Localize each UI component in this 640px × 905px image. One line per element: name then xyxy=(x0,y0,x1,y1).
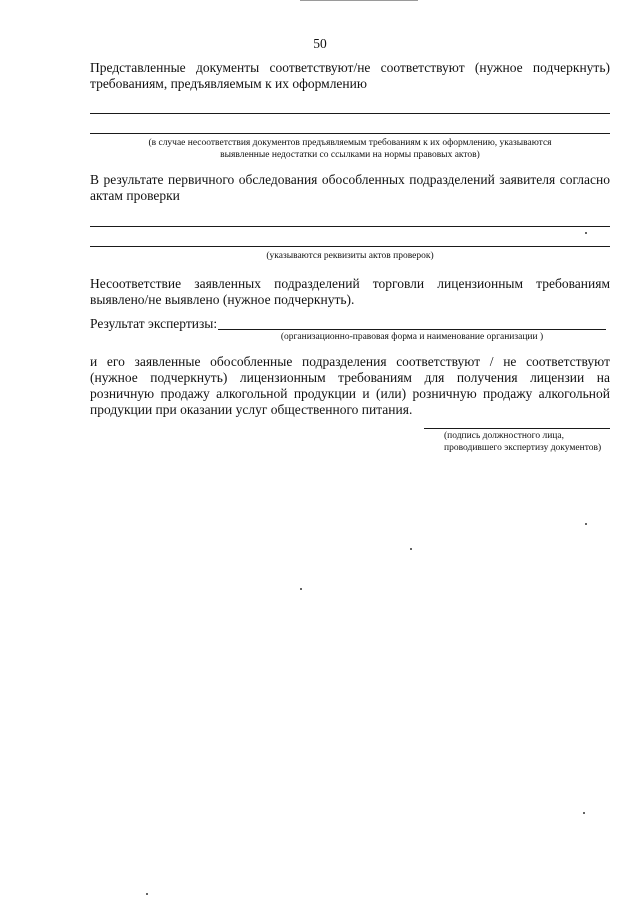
page-number: 50 xyxy=(313,36,327,51)
inspection-acts-line-2 xyxy=(90,246,610,247)
signature-note-1: (подпись должностного лица, xyxy=(444,431,564,441)
inspection-text: В результате первичного обследования обособленных подразделений заявителя согласно актам проверки xyxy=(90,172,610,203)
documents-deficiencies-note-1: (в случае несоответствия документов предъявляемым требованиям к их оформлению, указываются xyxy=(148,138,552,148)
documents-compliance-text: Представленные документы соответствуют/не соответствуют (нужное подчеркнуть) требованиям, предъявляемым к их оформлению xyxy=(90,60,610,91)
scan-speck xyxy=(585,523,587,525)
expertise-result-label: Результат экспертизы: xyxy=(90,316,218,331)
signature-note-2: проводившего экспертизу документов) xyxy=(444,443,602,453)
scan-speck xyxy=(585,232,587,234)
scan-speck xyxy=(583,812,585,814)
documents-deficiencies-line-1 xyxy=(90,113,610,114)
scan-speck xyxy=(410,548,412,550)
scan-edge-line xyxy=(300,0,418,1)
inspection-acts-note: (указываются реквизиты актов проверок) xyxy=(266,251,434,261)
organization-name-note: (организационно-правовая форма и наименование организации ) xyxy=(280,332,544,342)
organization-name-line xyxy=(218,329,606,330)
documents-deficiencies-note-2: выявленные недостатки со ссылками на нормы правовых актов) xyxy=(220,150,480,160)
scan-speck xyxy=(146,893,148,895)
documents-deficiencies-line-2 xyxy=(90,133,610,134)
expertise-result-text: и его заявленные обособленные подразделения соответствуют / не соответствуют (нужное подчеркнуть) лицензионным требованиям для получения лицензии на розничную продажу алкогольной продукции и (или) розничную продажу алкогольной продукции при оказании услуг общественного питания. xyxy=(90,354,610,417)
inspection-acts-line-1 xyxy=(90,226,610,227)
scan-speck xyxy=(300,588,302,590)
signature-line xyxy=(424,428,610,429)
noncompliance-text: Несоответствие заявленных подразделений торговли лицензионным требованиям выявлено/не выявлено (нужное подчеркнуть). xyxy=(90,276,610,307)
